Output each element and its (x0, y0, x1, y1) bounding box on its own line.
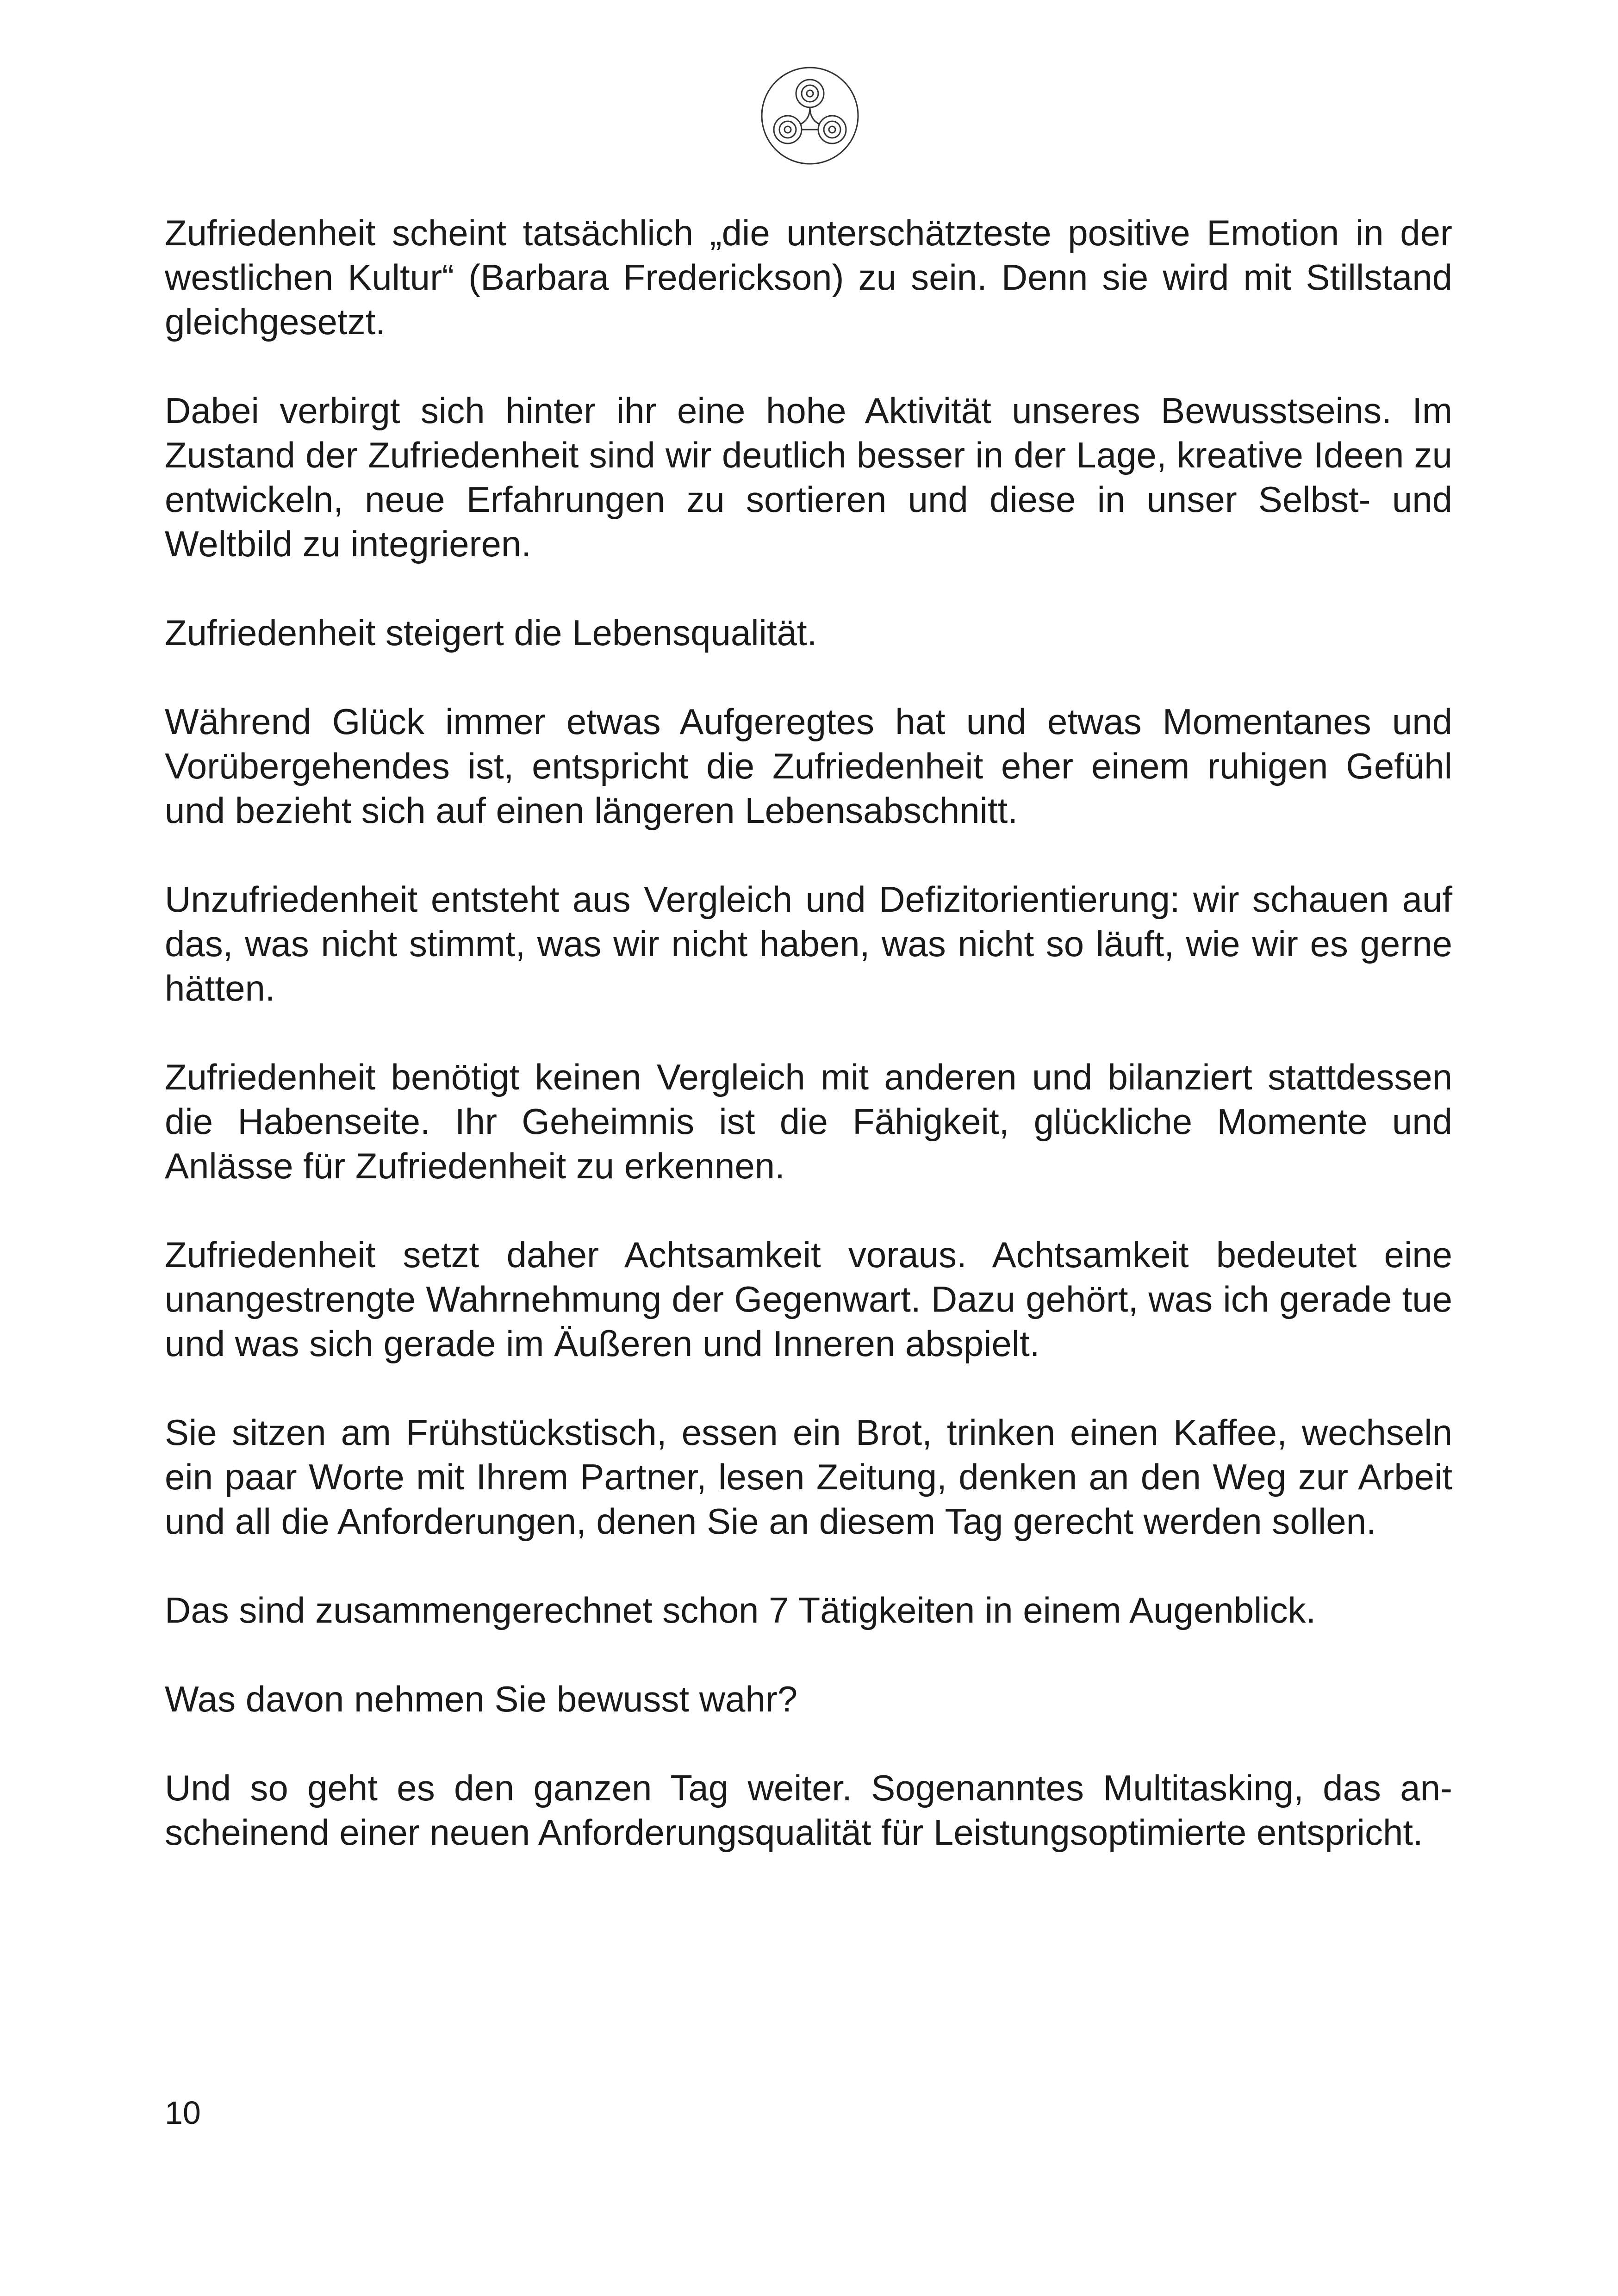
document-body (165, 211, 1452, 1899)
paragraph-8: Sie sitzen am Frühstückstisch, essen ein Brot, trinken einen Kaffee, wechseln ein paar Worte mit Ihrem Partner, lesen Zeitung, denken an den Weg zur Arbeit und all die Anforderungen, denen Sie an diesem Tag gerecht werden sollen. (165, 1412, 1452, 1542)
paragraph-11: Und so geht es den ganzen Tag weiter. Sogenanntes Multitasking, das anscheinend einer neuen Anforderungsqualität für Leistungsoptimierte entspricht. (165, 1767, 1452, 1853)
paragraph-4: Während Glück immer etwas Aufgeregtes hat und etwas Momentanes und Vorübergehendes ist, entspricht die Zufriedenheit eher einem ruhigen Gefühl und bezieht sich auf einen längeren Lebensabschnitt. (165, 701, 1452, 831)
triskele-icon (759, 65, 861, 167)
paragraph-2: Dabei verbirgt sich hinter ihr eine hohe Aktivität unseres Bewusstseins. Im Zustand der Zufriedenheit sind wir deutlich besser in der Lage, kreative Ideen zu entwickeln, neue Erfahrungen zu sortieren und diese in unser Selbst- und Weltbild zu integrieren. (165, 390, 1452, 564)
paragraph-9: Das sind zusammengerechnet schon 7 Tätigkeiten in einem Augenblick. (165, 1590, 1316, 1630)
paragraph-6: Zufriedenheit benötigt keinen Vergleich mit anderen und bilanziert stattdessen die Habenseite. Ihr Geheimnis ist die Fähigkeit, glückliche Momente und Anlässe für Zufriedenheit zu erkennen. (165, 1057, 1452, 1186)
page-number: 10 (165, 2095, 201, 2131)
paragraph-1: Zufriedenheit scheint tatsächlich „die unterschätzteste positive Emotion in der westlichen Kultur“ (Barbara Frederickson) zu sein. Denn sie wird mit Stillstand gleichgesetzt. (165, 212, 1452, 342)
paragraph-5: Unzufriedenheit entsteht aus Vergleich und Defizitorientierung: wir schauen auf das, was nicht stimmt, was wir nicht haben, was nicht so läuft, wie wir es gerne hätten. (165, 879, 1452, 1008)
paragraph-10: Was davon nehmen Sie bewusst wahr? (165, 1679, 798, 1719)
paragraph-7: Zufriedenheit setzt daher Achtsamkeit voraus. Achtsamkeit bedeutet eine unangestrengte Wahrnehmung der Gegenwart. Dazu gehört, was ich gerade tue und was sich gerade im Äußeren und Inneren abspielt. (165, 1234, 1452, 1364)
paragraph-3: Zufriedenheit steigert die Lebensqualität. (165, 612, 817, 653)
